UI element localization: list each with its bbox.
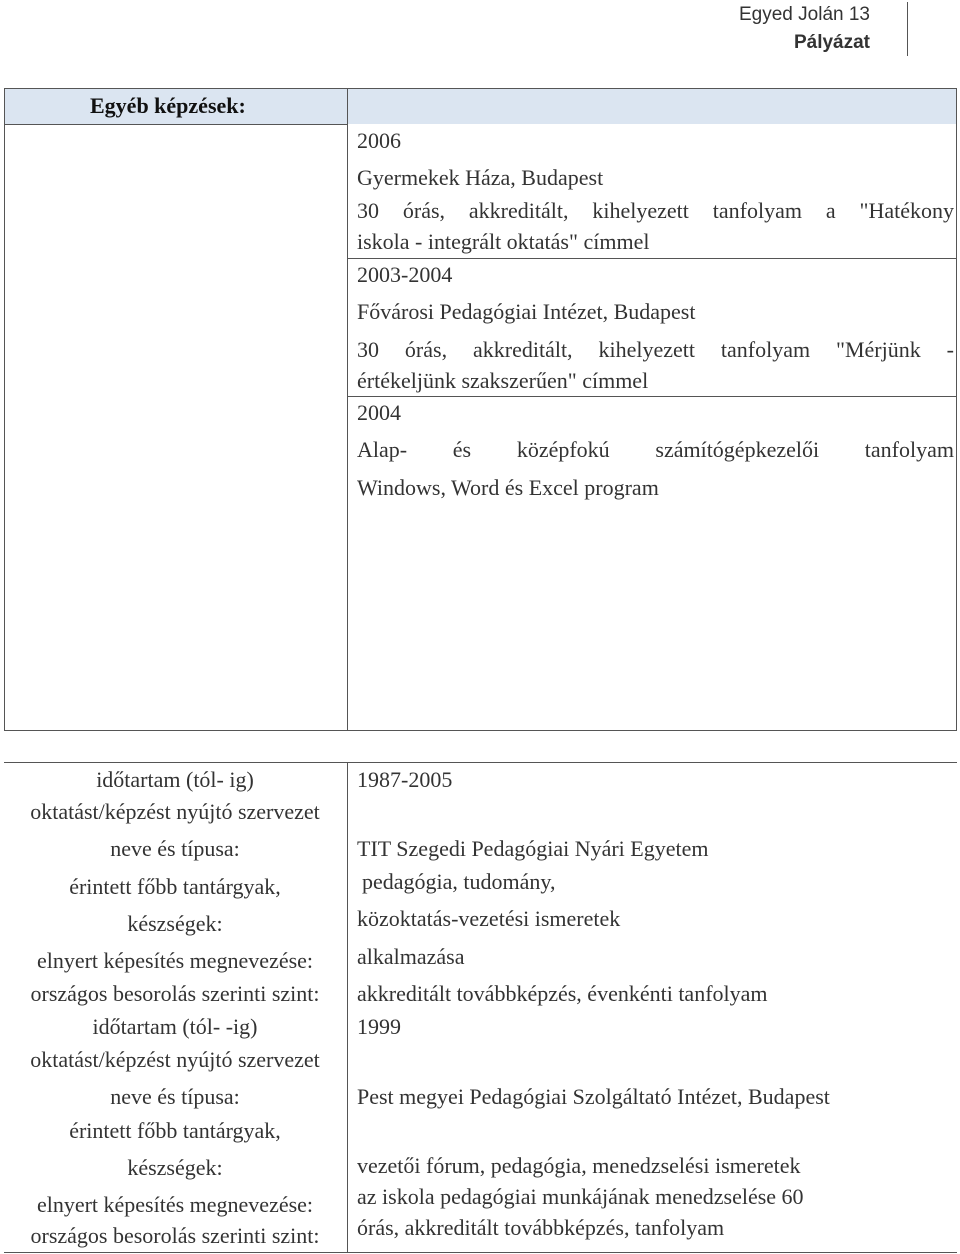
entry1-subjects-line2: közoktatás-vezetési ismeretek <box>357 906 621 931</box>
entry2-period: 1999 <box>357 1014 401 1039</box>
training-1-year: 2006 <box>357 128 401 153</box>
table-bottom-border <box>4 730 957 731</box>
entry1-level: akkreditált továbbképzés, évenkénti tanfolyam <box>357 981 768 1006</box>
entry1-subjects-line3: alkalmazása <box>357 944 465 969</box>
entry1-subjects-line1: pedagógia, tudomány, <box>362 869 556 894</box>
table-top-border <box>4 88 957 89</box>
entry2-organization: Pest megyei Pedagógiai Szolgáltató Intézet, Budapest <box>357 1084 830 1109</box>
training-1-description-line1: 30 órás, akkreditált, kihelyezett tanfolyam a "Hatékony <box>357 198 954 223</box>
table-right-border <box>956 88 957 730</box>
table2-column-divider <box>347 762 348 1252</box>
section-title: Egyéb képzések: <box>90 93 246 118</box>
row-divider <box>348 258 956 259</box>
entry1-period: 1987-2005 <box>357 767 453 792</box>
table-left-border <box>4 88 5 730</box>
training-3-description-line1: Alap- és középfokú számítógépkezelői tanfolyam <box>357 437 954 462</box>
label-duration: időtartam (tól- ig) <box>96 767 254 792</box>
training-1-organization: Gyermekek Háza, Budapest <box>357 165 604 190</box>
header-author: Egyed Jolán 13 <box>739 4 870 25</box>
label-subjects-line2: készségek: <box>127 911 223 936</box>
training-3-description-line2: Windows, Word és Excel program <box>357 475 659 500</box>
label-cell-bottom-border <box>4 124 347 125</box>
label-duration: időtartam (tól- -ig) <box>92 1014 258 1039</box>
training-2-year: 2003-2004 <box>357 262 453 287</box>
label-qualification: elnyert képesítés megnevezése: <box>36 1192 314 1217</box>
label-organization-line2: neve és típusa: <box>110 836 240 861</box>
training-2-organization: Fővárosi Pedagógiai Intézet, Budapest <box>357 299 696 324</box>
training-1-description-line2: iskola - integrált oktatás" címmel <box>357 229 650 254</box>
training-2-description-line2: értékeljünk szakszerűen" címmel <box>357 368 649 393</box>
label-subjects-line2: készségek: <box>127 1155 223 1180</box>
table2-bottom-border <box>4 1252 957 1253</box>
entry2-description-line1: az iskola pedagógiai munkájának menedzselése 60 <box>357 1184 804 1209</box>
header-doc-type: Pályázat <box>793 32 870 53</box>
header-divider <box>907 2 908 56</box>
training-2-description-line1: 30 órás, akkreditált, kihelyezett tanfolyam "Mérjünk - <box>357 337 954 362</box>
entry1-organization: TIT Szegedi Pedagógiai Nyári Egyetem <box>357 836 709 861</box>
label-qualification: elnyert képesítés megnevezése: <box>36 948 314 973</box>
training-3-year: 2004 <box>357 400 401 425</box>
label-level: országos besorolás szerinti szint: <box>30 1223 320 1248</box>
label-organization-line2: neve és típusa: <box>110 1084 240 1109</box>
label-organization-line1: oktatást/képzést nyújtó szervezet <box>30 1047 320 1072</box>
table2-top-border <box>4 762 957 763</box>
row-divider <box>348 396 956 397</box>
entry2-subjects: vezetői fórum, pedagógia, menedzselési ismeretek <box>357 1153 801 1178</box>
label-level: országos besorolás szerinti szint: <box>30 981 320 1006</box>
label-subjects-line1: érintett főbb tantárgyak, <box>69 874 281 899</box>
table-column-divider <box>347 88 348 730</box>
label-subjects-line1: érintett főbb tantárgyak, <box>69 1118 281 1143</box>
label-organization-line1: oktatást/képzést nyújtó szervezet <box>30 799 320 824</box>
entry2-description-line2: órás, akkreditált továbbképzés, tanfolyam <box>357 1215 725 1240</box>
